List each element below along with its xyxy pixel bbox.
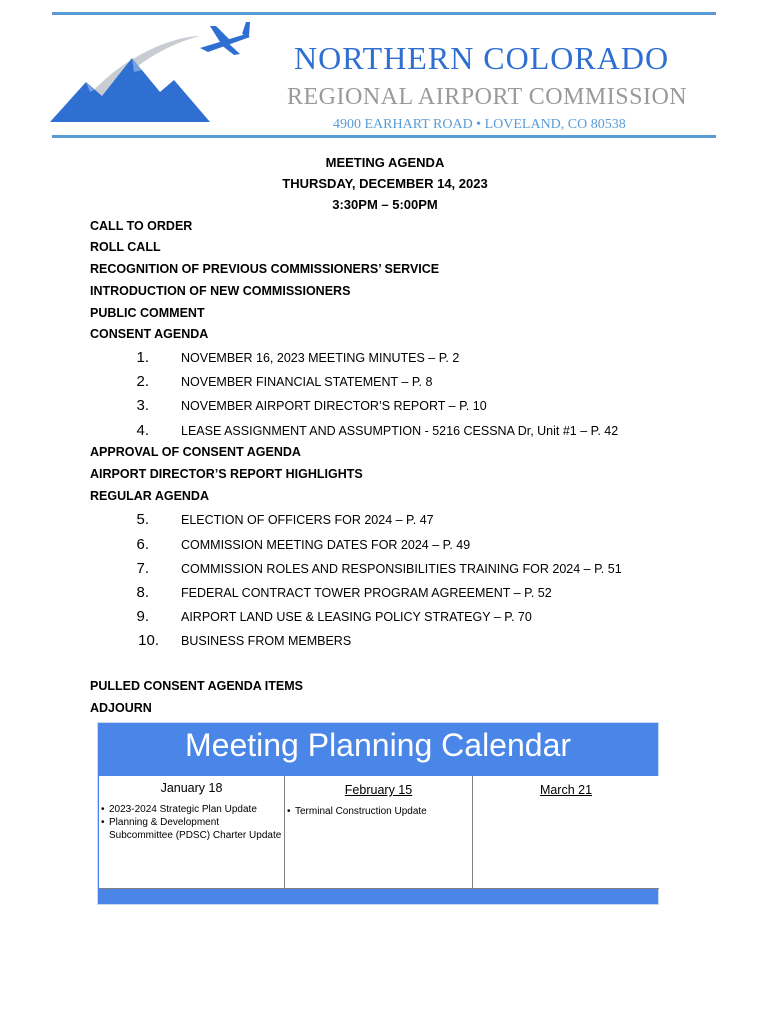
regular-item-text: COMMISSION MEETING DATES FOR 2024 – P. 49 [181, 538, 471, 552]
item-number: 3. [136, 397, 149, 414]
calendar-month: February 15 [344, 783, 413, 797]
consent-item-text: LEASE ASSIGNMENT AND ASSUMPTION - 5216 CESSNA Dr, Unit #1 – P. 42 [181, 424, 619, 438]
item-number: 9. [136, 608, 149, 625]
section-roll-call: ROLL CALL [90, 240, 161, 254]
calendar-column-march [473, 776, 659, 889]
airport-logo [50, 22, 275, 127]
regular-item-text: AIRPORT LAND USE & LEASING POLICY STRATEGY – P. 70 [181, 610, 532, 624]
calendar-column-february [285, 776, 473, 889]
org-name: NORTHERN COLORADO [294, 40, 670, 76]
meeting-planning-calendar [97, 722, 659, 905]
calendar-month: January 18 [160, 781, 223, 795]
section-regular-agenda: REGULAR AGENDA [90, 489, 209, 503]
regular-item-text: ELECTION OF OFFICERS FOR 2024 – P. 47 [181, 513, 434, 527]
calendar-item: • Terminal Construction Update [287, 805, 472, 818]
item-number: 8. [136, 584, 149, 601]
section-pulled-items: PULLED CONSENT AGENDA ITEMS [90, 679, 303, 693]
section-director-report: AIRPORT DIRECTOR’S REPORT HIGHLIGHTS [90, 467, 363, 481]
header-top-rule [52, 12, 716, 15]
agenda-time: 3:30PM – 5:00PM [332, 197, 438, 212]
mountains-icon [50, 58, 210, 122]
calendar-month: March 21 [539, 783, 593, 797]
agenda-title: MEETING AGENDA [325, 155, 445, 170]
header-bottom-rule [52, 135, 716, 138]
section-call-to-order: CALL TO ORDER [90, 219, 193, 233]
org-address: 4900 EARHART ROAD • LOVELAND, CO 80538 [333, 117, 626, 132]
item-number: 2. [136, 373, 149, 390]
consent-item-text: NOVEMBER FINANCIAL STATEMENT – P. 8 [181, 375, 433, 389]
item-number: 5. [136, 511, 149, 528]
consent-item-text: NOVEMBER AIRPORT DIRECTOR’S REPORT – P. 10 [181, 399, 487, 413]
jet-icon [200, 22, 250, 55]
agenda-date: THURSDAY, DECEMBER 14, 2023 [282, 176, 488, 191]
section-consent-agenda: CONSENT AGENDA [90, 327, 209, 341]
consent-item-text: NOVEMBER 16, 2023 MEETING MINUTES – P. 2 [181, 351, 460, 365]
section-recognition: RECOGNITION OF PREVIOUS COMMISSIONERS’ SERVICE [90, 262, 440, 276]
item-number: 4. [136, 422, 149, 439]
calendar-title: Meeting Planning Calendar [184, 727, 572, 763]
calendar-item: • Planning & Development Subcommittee (PDSC) Charter Update [101, 816, 284, 842]
section-introduction: INTRODUCTION OF NEW COMMISSIONERS [90, 284, 351, 298]
section-public-comment: PUBLIC COMMENT [90, 306, 205, 320]
regular-item-text: BUSINESS FROM MEMBERS [181, 634, 352, 648]
regular-item-text: COMMISSION ROLES AND RESPONSIBILITIES TRAINING FOR 2024 – P. 51 [181, 562, 622, 576]
calendar-items [287, 805, 472, 818]
org-subtitle: REGIONAL AIRPORT COMMISSION [287, 84, 688, 110]
item-number: 1. [136, 349, 149, 366]
item-number: 6. [136, 536, 149, 553]
item-number: 7. [136, 560, 149, 577]
section-adjourn: ADJOURN [90, 701, 152, 715]
item-number: 10. [138, 632, 159, 649]
regular-item-text: FEDERAL CONTRACT TOWER PROGRAM AGREEMENT – P. 52 [181, 586, 552, 600]
calendar-item: • 2023-2024 Strategic Plan Update [101, 803, 284, 816]
section-approval-consent: APPROVAL OF CONSENT AGENDA [90, 445, 301, 459]
calendar-column-january [99, 776, 285, 889]
calendar-items [101, 803, 284, 842]
